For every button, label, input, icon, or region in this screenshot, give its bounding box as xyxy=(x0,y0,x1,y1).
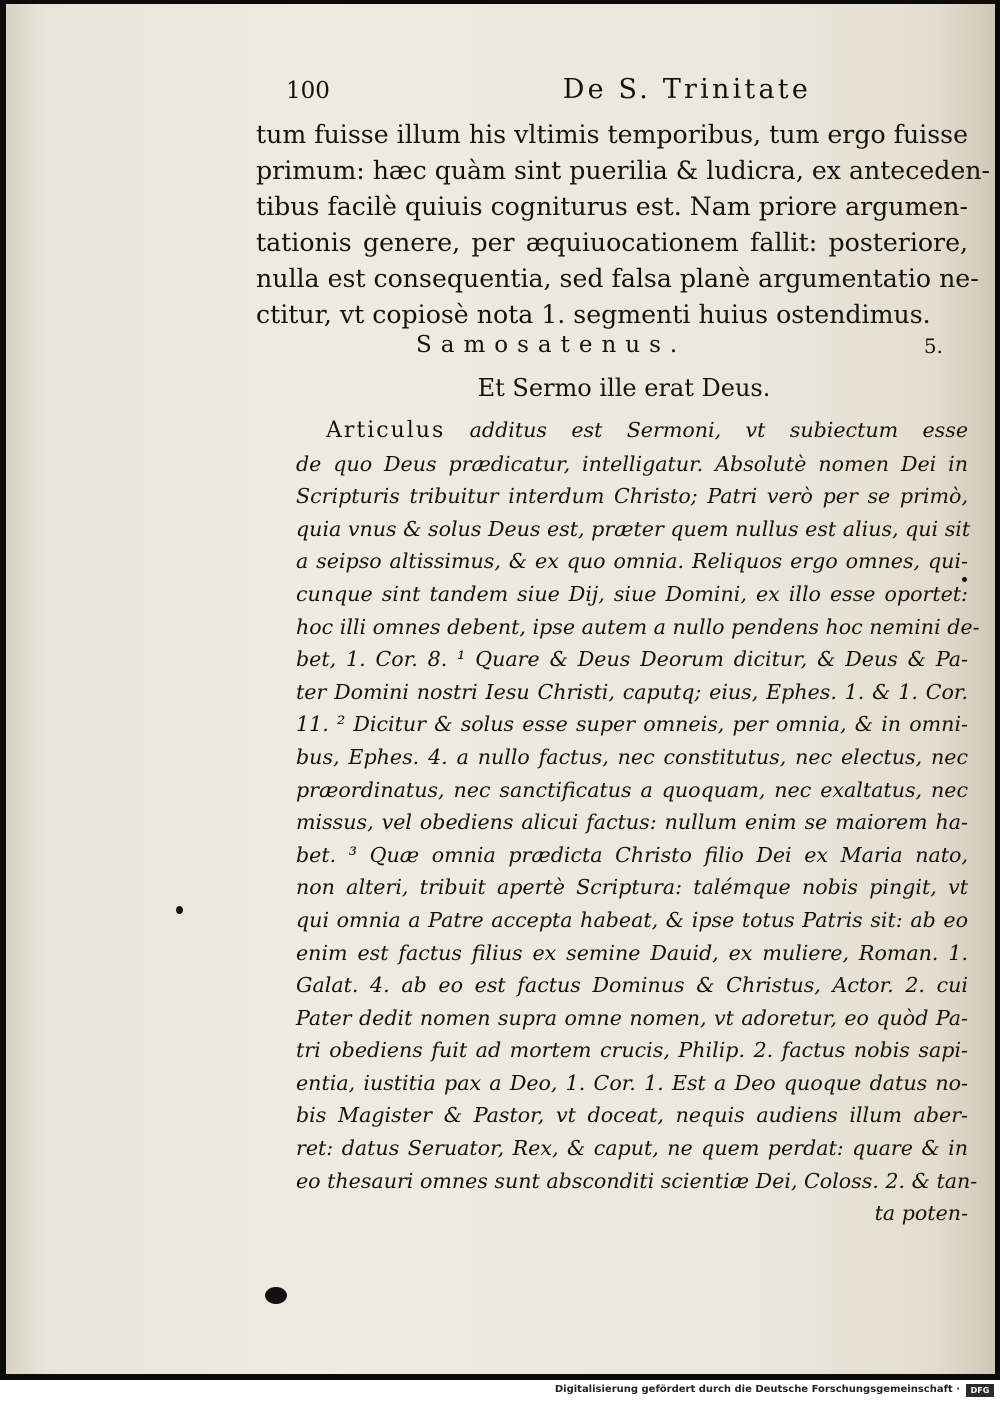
text-line: enim est factus filius ex semine Dauid, ex muliere, Roman. 1. xyxy=(296,940,968,965)
text-line: hoc illi omnes debent, ipse autem a nullo pendens hoc nemini de- xyxy=(296,614,980,639)
ink-blot xyxy=(176,906,183,914)
roman-paragraph xyxy=(256,117,990,333)
text-line: missus, vel obediens alicui factus: nullum enim se maiorem ha- xyxy=(296,810,968,835)
page-number: 100 xyxy=(286,78,330,104)
section-heading xyxy=(416,332,961,372)
text-line: a seipso altissimus, & ex quo omnia. Reliquos ergo omnes, qui- xyxy=(296,549,968,574)
text-line: non alteri, tribuit apertè Scriptura: talémque nobis pingit, vt xyxy=(296,875,968,900)
text-line: nulla est consequentia, sed falsa planè argumentatio ne- xyxy=(256,264,979,293)
running-title: De S. Trinitate xyxy=(562,74,811,105)
catchword: ta poten- xyxy=(874,1201,968,1226)
text-line: bis Magister & Pastor, vt doceat, nequis audiens illum aber- xyxy=(296,1103,968,1128)
page-header xyxy=(286,74,811,114)
text-line: entia, iustitia pax a Deo, 1. Cor. 1. Est a Deo quoque datus no- xyxy=(296,1070,968,1095)
text-line: Galat. 4. ab eo est factus Dominus & Christus, Actor. 2. cui xyxy=(296,973,968,998)
text-line: de quo Deus prædicatur, intelligatur. Absolutè nomen Dei in xyxy=(296,451,968,476)
text-line: qui omnia a Patre accepta habeat, & ipse totus Patris sit: ab eo xyxy=(296,907,968,932)
text-line: primum: hæc quàm sint puerilia & ludicra, ex anteceden- xyxy=(256,156,990,185)
section-number: 5. xyxy=(923,334,943,358)
text-line: tationis genere, per æquiuocationem fallit: posteriore, xyxy=(256,228,968,257)
funding-notice: Digitalisierung gefördert durch die Deutsche Forschungsgemeinschaft · xyxy=(554,1384,960,1395)
digitization-footer xyxy=(0,1380,1000,1402)
initial-word: Articulus xyxy=(326,418,446,443)
text-line: ter Domini nostri Iesu Christi, caputq; eius, Ephes. 1. & 1. Cor. xyxy=(296,679,968,704)
text-line: Pater dedit nomen supra omne nomen, vt adoretur, eo quòd Pa- xyxy=(296,1005,968,1030)
text-line: Scripturis tribuitur interdum Christo; Patri verò per se primò, xyxy=(296,484,968,509)
text-line: tibus facilè quiuis cogniturus est. Nam priore argumen- xyxy=(256,192,968,221)
text-line xyxy=(296,414,968,448)
text-line: ret: datus Seruator, Rex, & caput, ne quem perdat: quare & in xyxy=(296,1136,968,1161)
text-line: præordinatus, nec sanctificatus a quoquam, nec exaltatus, nec xyxy=(296,777,968,802)
text-line: bet, 1. Cor. 8. ¹ Quare & Deus Deorum dicitur, & Deus & Pa- xyxy=(296,647,968,672)
lemma-line: Et Sermo ille erat Deus. xyxy=(477,374,771,402)
text-line: quia vnus & solus Deus est, præter quem nullus est alius, qui sit xyxy=(296,516,971,541)
text-line: bus, Ephes. 4. a nullo factus, nec constitutus, nec electus, nec xyxy=(296,744,968,769)
first-line-text: additus est Sermoni, vt subiectum esse xyxy=(469,418,969,442)
speaker-name: Samosatenus. xyxy=(416,332,687,358)
ink-blot xyxy=(962,577,967,582)
text-line: cunque sint tandem siue Dij, siue Domini, ex illo esse oportet: xyxy=(296,581,968,606)
text-line: ctitur, vt copiosè nota 1. segmenti huius ostendimus. xyxy=(256,300,931,329)
text-line: tri obediens fuit ad mortem crucis, Philip. 2. factus nobis sapi- xyxy=(296,1038,968,1063)
text-line: eo thesauri omnes sunt absconditi scientiæ Dei, Coloss. 2. & tan- xyxy=(296,1168,978,1193)
ink-blot xyxy=(265,1287,287,1304)
book-page xyxy=(6,4,995,1374)
text-line: tum fuisse illum his vltimis temporibus, tum ergo fuisse xyxy=(256,120,968,149)
text-line: 11. ² Dicitur & solus esse super omneis, per omnia, & in omni- xyxy=(296,712,968,737)
text-line: bet. ³ Quæ omnia prædicta Christo filio Dei ex Maria nato, xyxy=(296,842,968,867)
italic-paragraph xyxy=(296,414,980,1230)
dfg-logo-icon: DFG xyxy=(966,1384,994,1397)
